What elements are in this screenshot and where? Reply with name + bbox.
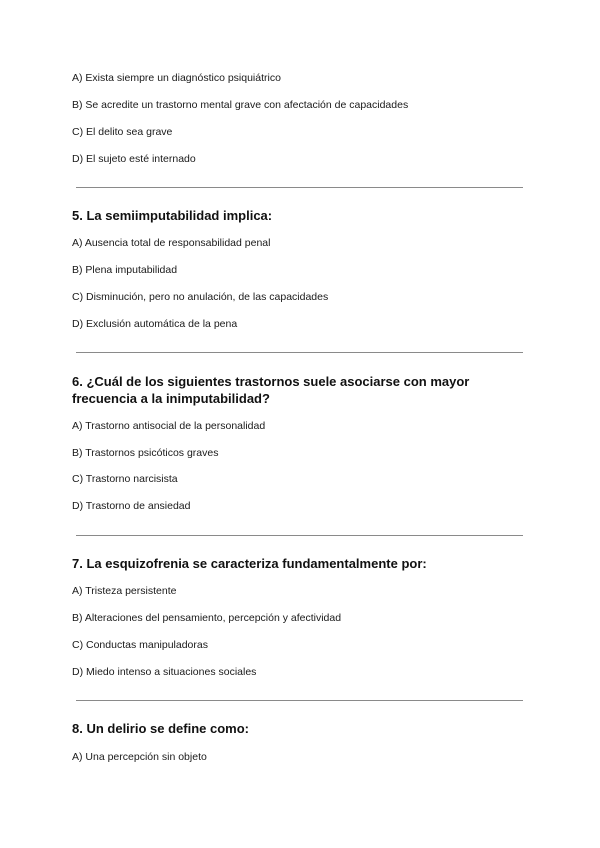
question-7-title: 7. La esquizofrenia se caracteriza fundamentalmente por:	[72, 556, 427, 571]
option-a: A) Trastorno antisocial de la personalidad	[72, 420, 266, 432]
separator-line	[76, 187, 523, 188]
option-d: D) El sujeto esté internado	[72, 153, 196, 165]
separator-line	[76, 535, 523, 536]
option-c: C) Trastorno narcisista	[72, 473, 178, 485]
question-8-title: 8. Un delirio se define como:	[72, 721, 249, 736]
option-c: C) Disminución, pero no anulación, de las capacidades	[72, 291, 329, 303]
option-a: A) Ausencia total de responsabilidad penal	[72, 237, 271, 249]
option-d: D) Exclusión automática de la pena	[72, 318, 238, 330]
option-c: C) El delito sea grave	[72, 126, 173, 138]
option-b: B) Alteraciones del pensamiento, percepción y afectividad	[72, 612, 342, 624]
option-d: D) Trastorno de ansiedad	[72, 500, 191, 512]
option-d: D) Miedo intenso a situaciones sociales	[72, 666, 257, 678]
option-a: A) Tristeza persistente	[72, 585, 177, 597]
question-5-title: 5. La semiimputabilidad implica:	[72, 208, 273, 223]
option-b: B) Plena imputabilidad	[72, 264, 178, 276]
option-a: A) Exista siempre un diagnóstico psiquiátrico	[72, 72, 281, 84]
option-b: B) Trastornos psicóticos graves	[72, 447, 219, 459]
question-6-title-line-2: frecuencia a la inimputabilidad?	[72, 391, 270, 406]
separator-line	[76, 352, 523, 353]
option-b: B) Se acredite un trastorno mental grave con afectación de capacidades	[72, 99, 409, 111]
option-c: C) Conductas manipuladoras	[72, 639, 208, 651]
question-6-title-line-1: 6. ¿Cuál de los siguientes trastornos suele asociarse con mayor	[72, 374, 470, 389]
option-a: A) Una percepción sin objeto	[72, 751, 207, 763]
separator-line	[76, 700, 523, 701]
